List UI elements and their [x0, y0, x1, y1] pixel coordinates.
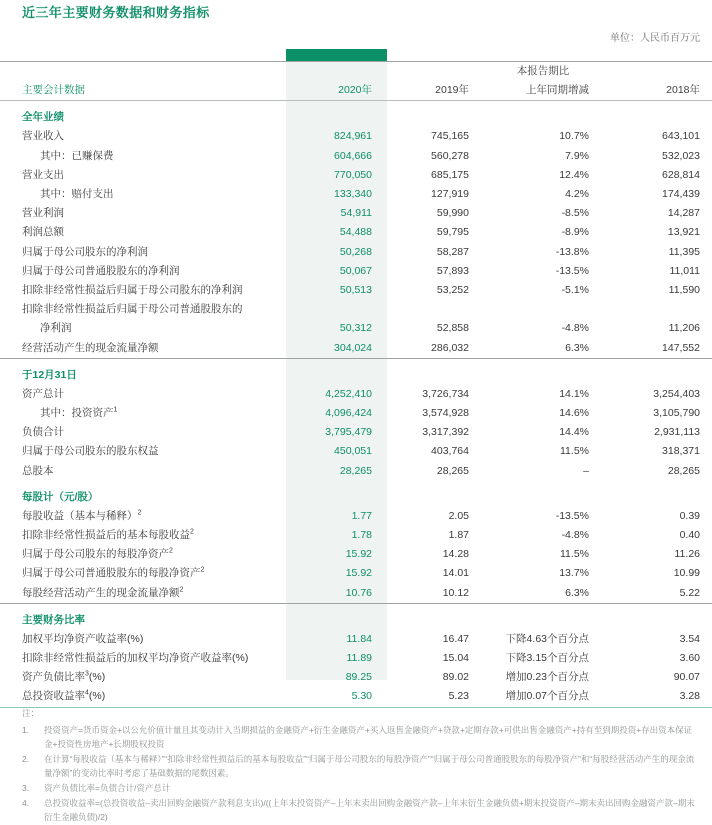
- cell-2019: 10.12: [442, 586, 469, 599]
- cell-2020: 133,340: [334, 188, 372, 201]
- row-label: 其中：投资资产$^1$: [40, 406, 118, 420]
- table-row: [0, 385, 712, 404]
- cell-2019: 89.02: [442, 671, 469, 684]
- section-header-row: [0, 101, 712, 128]
- cell-change: 下降4.63个百分点: [505, 632, 589, 645]
- table-row: [0, 319, 712, 338]
- section-header-row: [0, 603, 712, 630]
- note-item: [22, 723, 698, 751]
- table-row: [0, 147, 712, 166]
- row-label: 营业收入: [22, 130, 64, 143]
- cell-2020: 11.84: [346, 632, 372, 645]
- cell-2020: 11.89: [346, 652, 372, 665]
- row-label: 每股经营活动产生的现金流量净额$^2$: [22, 586, 184, 599]
- cell-2020: 89.25: [345, 671, 372, 684]
- note-text: 总投资收益率=(总投资收益–卖出回购金融资产款利息支出)/((上年末投资资产–上年末卖出回购金融资产款–上年末衍生金融负债+期末投资资产–期末卖出回购金融资产款–期末衍生金融负债)/2): [44, 798, 695, 822]
- table-row: [0, 687, 712, 707]
- table-header-row: [0, 81, 712, 101]
- table-row: [0, 507, 712, 526]
- notes-list: [22, 723, 698, 824]
- cell-2018: 11,011: [669, 264, 700, 277]
- header-spacer-1: [0, 62, 286, 82]
- cell-2019: [387, 300, 483, 319]
- header-spacer-3: [387, 62, 483, 82]
- cell-2020: 15.92: [345, 567, 372, 580]
- cell-change: 14.1%: [559, 387, 589, 400]
- cell-2018: 532,023: [662, 149, 700, 162]
- cell-2018: 2,931,113: [654, 426, 700, 439]
- cell-2018: 318,371: [662, 445, 700, 458]
- cell-2018: 174,439: [662, 188, 700, 201]
- table-row: [0, 185, 712, 204]
- header-label: 主要会计数据: [0, 81, 286, 101]
- cell-2018: 28,265: [667, 464, 700, 477]
- cell-2019: 5.23: [387, 687, 483, 707]
- cell-change: 11.5%: [560, 548, 589, 561]
- cell-2018: 11.26: [674, 548, 700, 561]
- row-label: 归属于母公司普通股股东的净利润: [22, 264, 180, 277]
- header-spacer-4: [603, 62, 712, 82]
- cell-change: -13.5%: [555, 264, 589, 277]
- note-item: [22, 752, 698, 780]
- cell-2019: 127,919: [431, 188, 469, 201]
- cell-change: 11.5%: [560, 445, 589, 458]
- cell-change: 13.7%: [559, 567, 589, 580]
- note-text: 在计算“每股收益（基本与稀释）”“扣除非经常性损益后的基本每股收益”“归属于母公司股东的每股净资产”“归属于母公司普通股股东的每股净资产”和“每股经营活动产生的现金流量净额”的变动比率时考虑了基础数据的尾数因素。: [44, 754, 695, 778]
- table-row: [0, 300, 712, 319]
- section-title: 主要财务比率: [0, 603, 712, 630]
- page-title: 近三年主要财务数据和财务指标: [22, 5, 210, 20]
- cell-2020: 15.92: [345, 548, 372, 561]
- row-label: 归属于母公司股东的净利润: [22, 245, 148, 258]
- cell-2018: 0.40: [679, 529, 700, 542]
- cell-2019: 57,893: [436, 264, 469, 277]
- cell-change: 12.4%: [559, 168, 589, 181]
- cell-2019: 52,858: [436, 322, 469, 335]
- cell-change: 4.2%: [565, 188, 589, 201]
- table-row: [0, 404, 712, 423]
- cell-change: –: [583, 464, 589, 477]
- row-label: 净利润: [40, 322, 72, 335]
- section-title: 每股计（元/股）: [22, 490, 99, 503]
- row-label: 其中：已赚保费: [40, 149, 114, 162]
- table-row: [0, 281, 712, 300]
- table-row: [0, 668, 712, 687]
- cell-2020: 604,666: [334, 149, 372, 162]
- cell-2020: 28,265: [339, 464, 372, 477]
- row-label: 归属于母公司股东的每股净资产$^2$: [22, 547, 173, 561]
- cell-2018: 3.54: [679, 632, 700, 645]
- header-col-change: 上年同期增减: [483, 81, 603, 101]
- cell-2018: 628,814: [662, 168, 700, 181]
- table-header: [0, 62, 712, 101]
- cell-change: 6.3%: [565, 586, 589, 599]
- note-number: 4.: [22, 798, 30, 808]
- table-row: [0, 262, 712, 281]
- cell-2018: 90.07: [673, 671, 700, 684]
- note-number: 3.: [22, 783, 30, 793]
- row-label: 扣除非经常性损益后归属于母公司普通股股东的: [22, 303, 243, 316]
- cell-2019: 3,574,928: [422, 407, 469, 420]
- cell-2020: 50,312: [339, 322, 372, 335]
- row-label: 扣除非经常性损益后的基本每股收益$^2$: [22, 528, 194, 542]
- row-label: 扣除非经常性损益后的加权平均净资产收益率(%): [22, 652, 249, 665]
- cell-2020: 5.30: [286, 687, 387, 707]
- row-label: 利润总额: [22, 226, 64, 239]
- cell-2018: 10.99: [673, 567, 700, 580]
- header-col-2018: 2018年: [603, 81, 712, 101]
- row-label: 扣除非经常性损益后归属于母公司股东的净利润: [22, 284, 243, 297]
- financial-table: [0, 61, 712, 708]
- row-label: 营业支出: [22, 168, 64, 181]
- table-row: [0, 462, 712, 481]
- cell-2019: 59,795: [436, 226, 469, 239]
- cell-2019: 59,990: [436, 207, 469, 220]
- cell-2020: 10.76: [345, 586, 372, 599]
- cell-2019: 1.87: [448, 529, 469, 542]
- note-text: 投资资产=货币资金+以公允价值计量且其变动计入当期损益的金融资产+衍生金融资产+买入返售金融资产+贷款+定期存款+可供出售金融资产+持有至到期投资+存出资本保证金+投资性房地产+长期股权投资: [44, 725, 693, 749]
- cell-change: -5.1%: [561, 284, 589, 297]
- cell-change: -4.8%: [561, 529, 589, 542]
- highlight-column-tab: [286, 49, 387, 61]
- table-header-subrow: [0, 62, 712, 82]
- table-row: [0, 339, 712, 359]
- cell-2018: 13,921: [667, 226, 700, 239]
- cell-2019: 3,317,392: [422, 426, 469, 439]
- footnote-marker: 3: [85, 670, 89, 678]
- row-label: 加权平均净资产收益率(%): [22, 632, 144, 645]
- row-label: 经营活动产生的现金流量净额: [22, 341, 159, 354]
- cell-2019: 58,287: [436, 245, 469, 258]
- cell-2019: 14.28: [442, 548, 469, 561]
- row-label: 总股本: [22, 464, 54, 477]
- footnote-marker: 4: [85, 689, 89, 697]
- row-label: 归属于母公司普通股股东的每股净资产$^2$: [22, 566, 205, 580]
- section-header-row: [0, 481, 712, 507]
- cell-change: -13.5%: [555, 509, 589, 522]
- row-label: 资产总计: [22, 387, 64, 400]
- cell-2018: 11,395: [668, 245, 700, 258]
- cell-change: 10.7%: [559, 130, 589, 143]
- cell-change: 增加0.23个百分点: [505, 671, 589, 684]
- note-item: [22, 781, 698, 795]
- table-row: [0, 526, 712, 545]
- section-title: 于12月31日: [0, 358, 712, 385]
- cell-2020: 50,513: [339, 284, 372, 297]
- header-col-2020: 2020年: [286, 81, 387, 101]
- footnote-marker: 2: [137, 509, 142, 517]
- row-label: 归属于母公司股东的股东权益: [22, 445, 159, 458]
- cell-2019: 16.47: [442, 632, 469, 645]
- cell-change: 6.3%: [565, 341, 589, 354]
- cell-2018: 3,105,790: [653, 407, 700, 420]
- cell-change: 7.9%: [565, 149, 589, 162]
- footnote-marker: 2: [169, 547, 173, 555]
- table-row: [0, 243, 712, 262]
- footnote-marker: 2: [190, 528, 194, 536]
- row-label: 每股收益（基本与稀释）$^2$: [22, 509, 142, 522]
- cell-change: 14.6%: [559, 407, 589, 420]
- note-number: 2.: [22, 754, 30, 764]
- cell-2019: 403,764: [431, 445, 469, 458]
- section-title: 全年业绩: [22, 111, 64, 124]
- cell-change: 下降3.15个百分点: [505, 652, 589, 665]
- table-row: [0, 127, 712, 146]
- table-body: [0, 101, 712, 707]
- cell-2018: 11,206: [668, 322, 700, 335]
- cell-2020: 4,096,424: [325, 407, 372, 420]
- footnote-marker: 2: [179, 586, 184, 594]
- table-row: [0, 630, 712, 649]
- cell-2018: 11,590: [668, 284, 700, 297]
- cell-2020: [286, 300, 387, 319]
- table-row: [0, 442, 712, 461]
- row-label: 资产负债比率$^3$(%): [22, 670, 106, 684]
- cell-2018: 14,287: [667, 207, 700, 220]
- cell-2019: 14.01: [442, 567, 469, 580]
- cell-2020: 304,024: [334, 341, 372, 354]
- table-row: [0, 166, 712, 185]
- row-label: 负债合计: [22, 426, 64, 439]
- cell-2018: 5.22: [679, 586, 700, 599]
- cell-2019: 2.05: [448, 509, 469, 522]
- cell-2018: 147,552: [662, 341, 700, 354]
- footnote-marker: 1: [113, 406, 118, 414]
- cell-2020: 50,268: [339, 245, 372, 258]
- cell-2018: 3.60: [679, 652, 700, 665]
- note-number: 1.: [22, 725, 30, 735]
- footnote-marker: 2: [200, 566, 205, 574]
- note-text: 资产负债比率=负债合计/资产总计: [44, 783, 171, 793]
- cell-2020: 824,961: [334, 130, 372, 143]
- table-row: [0, 584, 712, 604]
- cell-2019: 15.04: [442, 652, 469, 665]
- cell-change: [483, 300, 603, 319]
- cell-2019: 685,175: [431, 168, 469, 181]
- note-item: [22, 796, 698, 824]
- notes-block: [22, 706, 698, 825]
- table-row: [0, 649, 712, 668]
- table-row: [0, 204, 712, 223]
- row-label: 其中：赔付支出: [40, 188, 114, 201]
- cell-2020: 54,488: [339, 226, 372, 239]
- header-spacer-2: [286, 62, 387, 82]
- section-header-row: [0, 358, 712, 385]
- header-col-2019: 2019年: [387, 81, 483, 101]
- cell-2020: 3,795,479: [325, 426, 372, 439]
- table-row: [0, 545, 712, 564]
- cell-2019: 28,265: [436, 464, 469, 477]
- notes-title: 注：: [22, 708, 40, 718]
- cell-2020: 770,050: [334, 168, 372, 181]
- cell-2018: 3,254,403: [653, 387, 700, 400]
- row-label: 总投资收益率$^4$(%): [0, 687, 286, 707]
- header-change-line1: 本报告期比: [483, 62, 603, 82]
- cell-2019: 53,252: [436, 284, 469, 297]
- cell-2020: 450,051: [334, 445, 372, 458]
- cell-2019: 286,032: [431, 341, 469, 354]
- row-label: 营业利润: [22, 207, 64, 220]
- table-row: [0, 564, 712, 583]
- unit-note: 单位：人民币百万元: [610, 33, 700, 44]
- cell-2020: 4,252,410: [325, 387, 372, 400]
- cell-2018: 3.28: [603, 687, 712, 707]
- cell-change: -13.8%: [555, 245, 589, 258]
- cell-2020: 1.78: [351, 529, 372, 542]
- cell-2019: 560,278: [431, 149, 469, 162]
- cell-change: 14.4%: [559, 426, 589, 439]
- table-row: [0, 423, 712, 442]
- cell-2020: 1.77: [351, 509, 372, 522]
- cell-2019: 3,726,734: [422, 387, 469, 400]
- cell-2018: 0.39: [679, 509, 700, 522]
- cell-change: 增加0.07个百分点: [483, 687, 603, 707]
- cell-change: -8.5%: [561, 207, 589, 220]
- table-row: [0, 223, 712, 242]
- cell-change: -8.9%: [561, 226, 589, 239]
- cell-2020: 50,067: [339, 264, 372, 277]
- cell-2018: [603, 300, 712, 319]
- cell-2018: 643,101: [662, 130, 700, 143]
- cell-change: -4.8%: [561, 322, 589, 335]
- cell-2019: 745,165: [431, 130, 469, 143]
- cell-2020: 54,911: [340, 207, 372, 220]
